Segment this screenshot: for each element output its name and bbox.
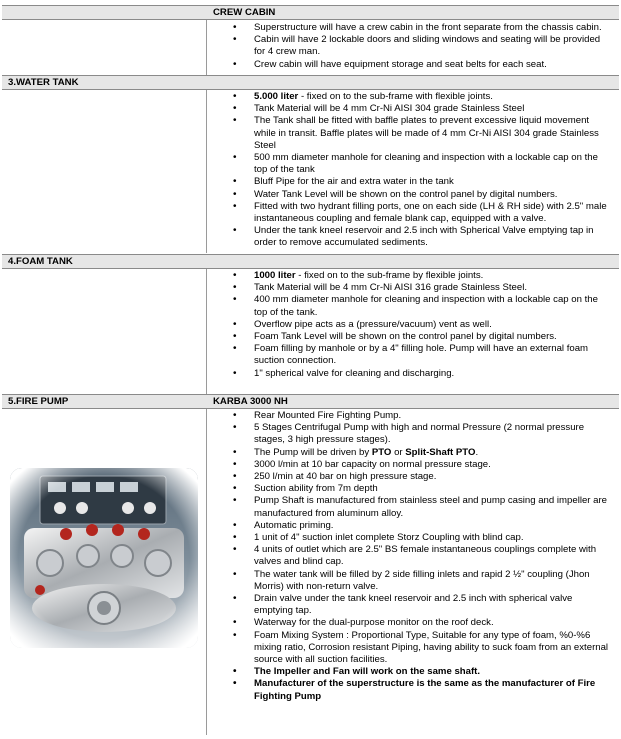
list-item: • Tank Material will be 4 mm Cr-Ni AISI 316 grade Stainless Steel. xyxy=(233,282,613,294)
list-item: • Crew cabin will have equipment storage and seat belts for each seat. xyxy=(233,59,613,71)
capacity-note: - fixed on to the sub-frame by flexible joints. xyxy=(295,270,484,281)
list-item: • Foam filling by manhole or by a 4" filling hole. Pump will have an external foam suction connection. xyxy=(233,343,613,367)
list-item xyxy=(233,91,613,103)
column-divider xyxy=(206,409,207,735)
list-item: • 500 mm diameter manhole for cleaning and inspection with a lockable cap on the top of the tank xyxy=(233,152,613,176)
column-divider xyxy=(206,90,207,253)
capacity-value: 5.000 liter xyxy=(254,91,299,102)
crew-cabin-header xyxy=(2,5,619,20)
list-item: • Cabin will have 2 lockable doors and sliding windows and seating will be provided for 4 crew man. xyxy=(233,34,613,58)
list-item: • Superstructure will have a crew cabin in the front separate from the chassis cabin. xyxy=(233,22,613,34)
foam-tank-header xyxy=(2,254,619,269)
fire-pump-photo xyxy=(10,468,198,648)
pto-or: or xyxy=(391,446,406,458)
list-item: • Bluff Pipe for the air and extra water in the tank xyxy=(233,176,613,188)
list-item: • Water Tank Level will be shown on the control panel by digital numbers. xyxy=(233,189,613,201)
list-item: • 400 mm diameter manhole for cleaning and inspection with a lockable cap on the top of the tank. xyxy=(233,294,613,318)
fire-pump-title: 5.FIRE PUMP xyxy=(8,396,69,407)
capacity-note: - fixed on to the sub-frame with flexible joints. xyxy=(298,91,493,102)
crew-cabin-title: CREW CABIN xyxy=(213,7,276,18)
list-item xyxy=(233,447,613,459)
list-item: • Manufacturer of the superstructure is the same as the manufacturer of Fire Fighting Pump xyxy=(233,678,613,702)
list-item: • Pump Shaft is manufactured from stainless steel and pump casing and impeller are manufactured from aluminum alloy. xyxy=(233,495,613,519)
list-item: • 3000 l/min at 10 bar capacity on normal pressure stage. xyxy=(233,459,613,471)
list-item: • Under the tank kneel reservoir and 2.5 inch with Spherical Valve emptying tap in order to remove accumulated sediments. xyxy=(233,225,613,249)
list-item: • Rear Mounted Fire Fighting Pump. xyxy=(233,410,613,422)
pto-end: . xyxy=(475,446,479,458)
pto-label: PTO xyxy=(371,446,392,458)
water-tank-title: 3.WATER TANK xyxy=(8,77,79,88)
list-item xyxy=(233,270,613,282)
list-item: • Suction ability from 7m depth xyxy=(233,483,613,495)
foam-tank-title: 4.FOAM TANK xyxy=(8,256,73,267)
fire-pump-model: KARBA 3000 NH xyxy=(213,396,288,407)
water-tank-header xyxy=(2,75,619,90)
list-item: • 4 units of outlet which are 2.5" BS female instantaneous couplings complete with valves and blind cap. xyxy=(233,544,613,568)
foam-tank-list xyxy=(233,270,613,380)
list-item: • The water tank will be filled by 2 side filling inlets and rapid 2 ½" coupling (Jhon Morris) with non-return valve. xyxy=(233,569,613,593)
list-item: • Foam Tank Level will be shown on the control panel by digital numbers. xyxy=(233,331,613,343)
pto-prefix: The Pump will be driven by xyxy=(254,446,372,458)
list-item: • 1 unit of 4" suction inlet complete Storz Coupling with blind cap. xyxy=(233,532,613,544)
list-item: • Automatic priming. xyxy=(233,520,613,532)
fire-pump-header xyxy=(2,394,619,409)
list-item: • 1" spherical valve for cleaning and discharging. xyxy=(233,368,613,380)
list-item: • 5 Stages Centrifugal Pump with high and normal Pressure (2 normal pressure stages, 3 high pressure stages). xyxy=(233,422,613,446)
split-shaft-pto-label: Split-Shaft PTO xyxy=(405,446,476,458)
column-divider xyxy=(206,20,207,75)
list-item: • The Tank shall be fitted with baffle plates to prevent excessive liquid movement while in transit. Baffle plates will be made of 4 mm Cr-Ni AISI 304 grade Stainless Steel xyxy=(233,115,613,152)
crew-cabin-list xyxy=(233,22,613,71)
list-item: • Drain valve under the tank kneel reservoir and 2.5 inch with spherical valve emptying tap. xyxy=(233,593,613,617)
list-item: • 250 l/min at 40 bar on high pressure stage. xyxy=(233,471,613,483)
list-item: • Fitted with two hydrant filling ports, one on each side (LH & RH side) with 2.5" male instantaneous coupling and female blank cap, equipped with a valve. xyxy=(233,201,613,225)
list-item: • Waterway for the dual-purpose monitor on the roof deck. xyxy=(233,617,613,629)
fire-pump-list xyxy=(233,410,613,703)
list-item: • Overflow pipe acts as a (pressure/vacuum) vent as well. xyxy=(233,319,613,331)
list-item: • The Impeller and Fan will work on the same shaft. xyxy=(233,666,613,678)
capacity-value: 1000 liter xyxy=(254,270,296,281)
list-item: • Tank Material will be 4 mm Cr-Ni AISI 304 grade Stainless Steel xyxy=(233,103,613,115)
water-tank-list xyxy=(233,91,613,250)
column-divider xyxy=(206,269,207,394)
list-item: • Foam Mixing System : Proportional Type, Suitable for any type of foam, %0-%6 mixing ratio, Corrosion resistant Piping, having ability to suck foam from an external source with all suction facilities. xyxy=(233,630,613,667)
